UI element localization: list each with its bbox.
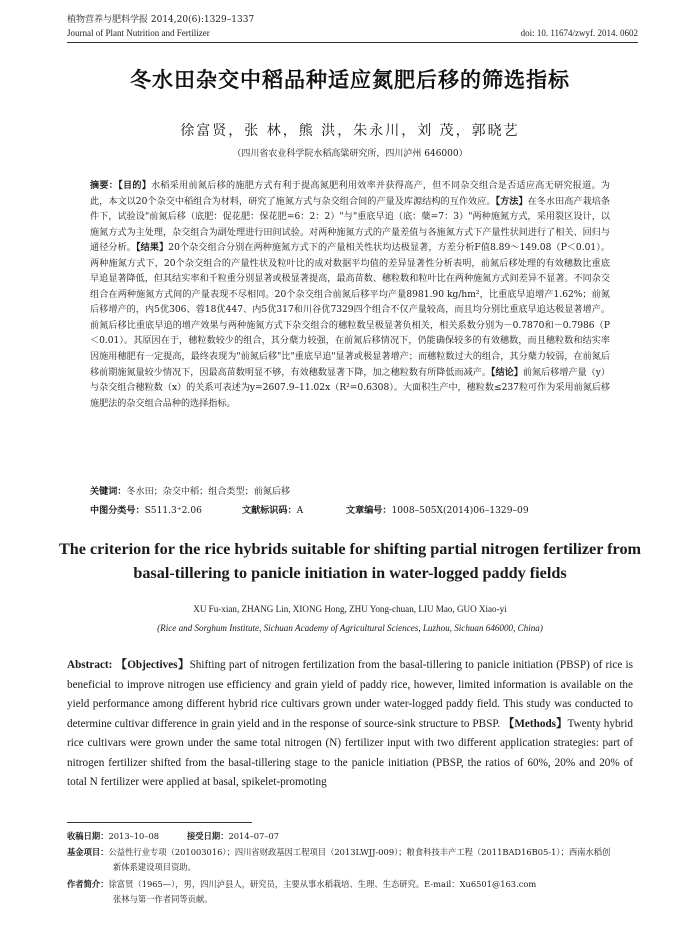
funding-footnote bbox=[67, 845, 610, 859]
affiliation-en: (Rice and Sorghum Institute, Sichuan Academy of Agricultural Sciences, Luzhou, Sichuan 646000, China) bbox=[157, 623, 543, 633]
result-text: 20个杂交组合分别在两种施氮方式下的产量相关性状均达极显著，方差分析F值8.89～149.08（P＜0.01）。两种施氮方式下，20个杂交组合的产量性状及粒叶比的成对数据平均值的差异显著性分析表明，前氮后移处理的有效穗数比重底早追显著降低，但其结实率和千粒重分别显著或极显著提高，最高苗数、穗粒数和粒叶比在两种施氮方式间差异不显著。不同杂交组合在两种施氮方式间的产量表现不尽相同。20个杂交组合前氮后移平均产量8981.90 kg/hm²，比重底早追增产1.62%；前氮后移增产的，内5优306、蓉18优447、内5优317和川谷优7329四个组合不仅产量较高，而且均分别比重底早追达极显著增产。前氮后移比重底早追的增产效果与两种施氮方式下杂交组合的穗粒数呈极显著负相关，相关系数分别为－0.7870和－0.7986（P＜0.01）。其原因在于，穗粒数较少的组合，其分蘖力较强，在前氮后移情况下，仍能确保较多的有效穗数，而且穗粒数和结实率因施用穗肥有一定提高，最终表现为"前氮后移"比"重底早追"显著或极显著增产；而穗粒数过大的组合，其分蘖力较弱，在前氮后移前期施氮量较少情况下，因最高苗数明显不够，有效穗数显著下降，加之穗粒数有所降低而减产。 bbox=[90, 243, 611, 378]
result-tag: 【结果】 bbox=[136, 243, 169, 254]
article-number-field bbox=[346, 503, 529, 516]
journal-header-cn: 植物营养与肥料学报 2014,20(6):1329–1337 bbox=[67, 15, 255, 25]
author-bio-label: 作者简介： bbox=[67, 879, 109, 889]
conclusion-tag: 【结论】 bbox=[490, 367, 523, 378]
conclusion-text: 前氮后移增产量（y）与杂交组合穗粒数（x）的关系可表述为y=2607.9–11.02x（R²=0.6308）。大面积生产中，穗粒数≤237粒可作为采用前氮后移施肥法的杂交组合品种的选择指标。 bbox=[90, 367, 610, 409]
accepted-date: 2014–07–07 bbox=[228, 831, 280, 841]
methods-tag: 【Methods】 bbox=[503, 717, 568, 730]
authors-en: XU Fu-xian, ZHANG Lin, XIONG Hong, ZHU Yong-chuan, LIU Mao, GUO Xiao-yi bbox=[193, 604, 507, 614]
clc-value: S511.3⁺2.06 bbox=[144, 506, 202, 516]
paper-title-cn: 冬水田杂交中稻品种适应氮肥后移的筛选指标 bbox=[130, 68, 570, 92]
doi: doi: 10. 11674/zwyf. 2014. 0602 bbox=[520, 28, 638, 38]
abstract-en bbox=[67, 656, 633, 793]
objective-text: 水稻采用前氮后移的施肥方式有利于提高氮肥利用效率并获得高产，但不同杂交组合是否适应高无研究报道。为此，本文以20个杂交中稻组合为材料，研究了施氮方式与杂交组合间的产量及库源结构的互作效应。 bbox=[90, 181, 610, 207]
equal-contribution-note: 张林与第一作者同等贡献。 bbox=[113, 894, 213, 904]
method-tag: 【方法】 bbox=[495, 196, 528, 207]
article-number-value: 1008–505X(2014)06–1329–09 bbox=[391, 506, 529, 516]
funding-text: 公益性行业专项（201003016）；四川省财政基因工程项目（2013LWJJ-009）；粮食科技丰产工程（2011BAD16B05-1）；西南水稻创 bbox=[108, 847, 611, 857]
authors-cn: 徐富贤，张 林，熊 洪，朱永川，刘 茂，郭晓艺 bbox=[180, 123, 520, 139]
clc-field bbox=[90, 503, 202, 516]
author-bio-text: 徐富贤（1965—），男，四川泸县人，研究员，主要从事水稻栽培、生理、生态研究。E-mail：Xu6501@163.com bbox=[108, 879, 537, 889]
funding-text-cont: 新体系建设项目资助。 bbox=[113, 862, 196, 872]
keywords-cn bbox=[90, 484, 290, 497]
methods-text: Twenty hybrid rice cultivars were grown under the same total nitrogen (N) fertilizer input with two different application strategies: part of nitrogen fertilizer shifted from the basal-tillering stage to the panicle initiation (PBSP, the ratios of 60%, 20% and 20% of total N fertilizer were applied at basal, spikelet-promoting bbox=[67, 717, 633, 788]
keywords-label: 关键词： bbox=[90, 487, 127, 497]
received-label: 收稿日期： bbox=[67, 831, 109, 841]
abstract-en-label: Abstract: bbox=[67, 659, 113, 671]
accepted-label: 接受日期： bbox=[187, 831, 229, 841]
journal-header-en: Journal of Plant Nutrition and Fertilizer bbox=[67, 28, 210, 38]
abstract-cn bbox=[90, 179, 610, 412]
affiliation-cn: （四川省农业科学院水稻高粱研究所，四川泸州 646000） bbox=[232, 149, 468, 159]
author-bio-footnote bbox=[67, 877, 536, 891]
abstract-cn-label: 摘要： bbox=[90, 181, 119, 191]
doc-code-value: A bbox=[296, 506, 304, 516]
received-date: 2013–10–08 bbox=[108, 831, 160, 841]
accepted-footnote bbox=[187, 829, 279, 843]
header-rule bbox=[67, 42, 638, 43]
doc-code-label: 文献标识码： bbox=[242, 506, 297, 516]
objectives-text: Shifting part of nitrogen fertilization from the basal-tillering to panicle initiation (PBSP) of rice is beneficial to improve nitrogen use efficiency and grain yield of paddy rice, however, limited information is available on the yield performance among different hybrid rice cultivars grown under water-logged paddy field. This study was conducted to determine cultivar difference in grain yield and in the response of source-sink structure to PBSP. bbox=[67, 659, 634, 730]
footnote-rule bbox=[67, 822, 252, 823]
funding-label: 基金项目： bbox=[67, 847, 109, 857]
article-number-label: 文章编号： bbox=[346, 506, 392, 516]
paper-title-en: The criterion for the rice hybrids suitable for shifting partial nitrogen fertilizer from basal-tillering to panicle initiation in water-logged paddy fields bbox=[58, 540, 642, 582]
keywords-text: 冬水田；杂交中稻；组合类型；前氮后移 bbox=[126, 487, 291, 497]
clc-label: 中图分类号： bbox=[90, 506, 145, 516]
method-text: 在冬水田高产栽培条件下，试验设"前氮后移（底肥：促花肥：保花肥=6：2：2）"与"重底早追（底：蘖=7：3）"两种施氮方式，采用裂区设计，以施氮方式为主处理，杂交组合为副处理进行田间试验。对两种施氮方式的产量差值与各施氮方式下产量性状间进行了相关、回归与通径分析。 bbox=[90, 196, 610, 254]
doc-code-field bbox=[242, 503, 303, 516]
objective-tag: 【目的】 bbox=[118, 181, 152, 191]
objectives-tag: 【Objectives】 bbox=[115, 659, 190, 671]
dates-footnote bbox=[67, 829, 159, 843]
